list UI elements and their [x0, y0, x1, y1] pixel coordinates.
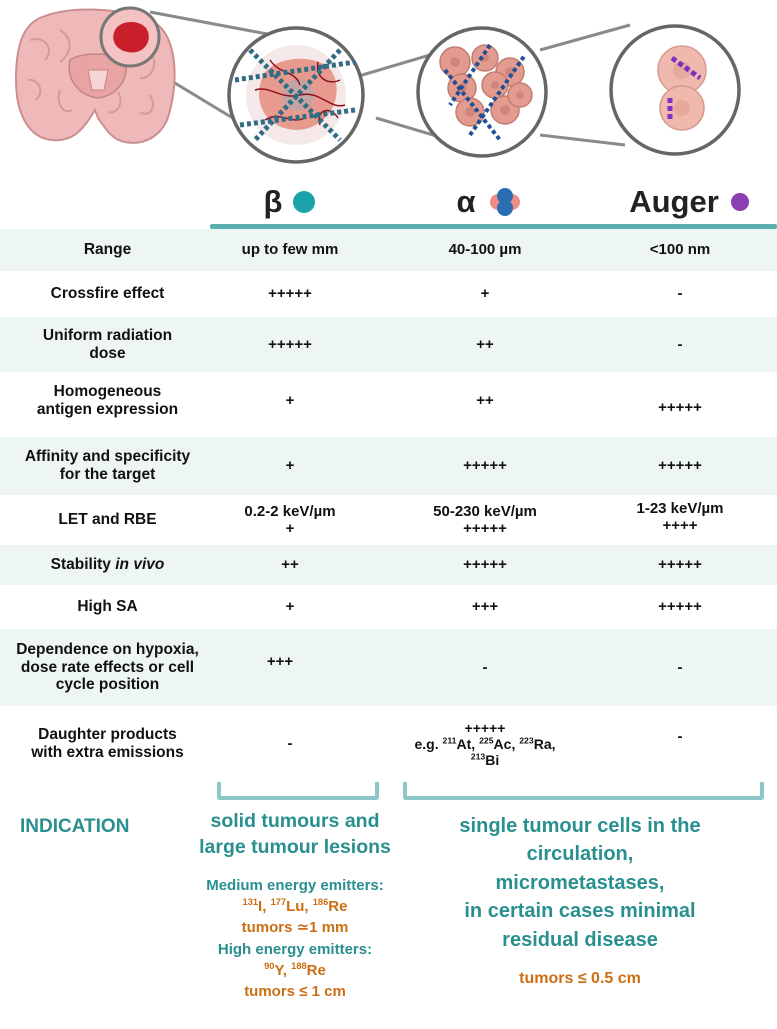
auger-value: <100 nm	[649, 241, 711, 259]
beta-label: β	[263, 184, 283, 219]
table-row	[0, 710, 777, 778]
alpha-label: α	[456, 184, 476, 219]
tumour-auger-icon	[611, 26, 739, 154]
beta-value: +++++	[268, 285, 312, 303]
row-label: Crossfire effect	[50, 284, 165, 302]
table-row	[0, 545, 777, 585]
row-label: Affinity and specificity for the target	[24, 448, 191, 483]
alpha-value: ++	[476, 392, 494, 410]
table-row	[0, 585, 777, 629]
auger-value: +++++	[658, 598, 702, 616]
auger-value: -	[677, 335, 683, 353]
auger-value: +++++	[658, 457, 702, 475]
alpha-value: ++	[476, 335, 494, 353]
beta-value: up to few mm	[241, 241, 339, 259]
alpha-value: +++++ e.g. $^{211}$At, $^{225}$Ac, $^{223}$Ra, $^{213}$Bi	[414, 719, 556, 769]
auger-value: -	[677, 658, 683, 676]
table-row	[0, 271, 777, 317]
alpha-value: 50-230 keV/µm +++++	[433, 502, 537, 537]
beta-value: +	[285, 598, 295, 616]
auger-value: 1-23 keV/µm ++++	[636, 499, 724, 534]
beta-value: +++++	[268, 335, 312, 353]
row-label: Dependence on hypoxia, dose rate effects or cell cycle position	[16, 640, 199, 694]
alpha-value: +++++	[463, 556, 507, 574]
auger-label: Auger	[629, 184, 719, 219]
row-label: Uniform radiation dose	[42, 326, 173, 362]
auger-value: +++++	[658, 556, 702, 574]
column-header-beta	[230, 180, 350, 224]
row-label: Daughter products with extra emissions	[31, 726, 184, 761]
indication-title: INDICATION	[20, 816, 130, 837]
auger-value: -	[677, 728, 683, 746]
alpha-particle-icon	[486, 188, 524, 216]
row-label: Homogeneous antigen expression	[36, 383, 179, 418]
auger-value: -	[677, 285, 683, 303]
indication-beta: solid tumours and large tumour lesions Medium energy emitters: $^{131}$I, $^{177}$Lu, $^{186}$Re tumors ≃1 mm High energy emitters: $^{90}$Y, $^{188}$Re tumors ≤ 1 cm	[199, 810, 391, 1001]
row-label: Range	[83, 240, 132, 258]
alpha-value: +	[480, 285, 490, 303]
alpha-value: -	[482, 658, 488, 676]
beta-value: -	[287, 735, 293, 753]
tumour-alpha-icon	[418, 28, 546, 156]
auger-value: +++++	[658, 399, 702, 417]
illustration	[0, 0, 777, 175]
alpha-value: +++	[471, 598, 499, 616]
beta-value: +	[285, 392, 295, 410]
beta-value: 0.2-2 keV/µm +	[244, 502, 336, 537]
beta-value: +++	[266, 652, 294, 670]
beta-particle-icon	[292, 190, 316, 214]
indication-alpha-auger: single tumour cells in the circulation, micrometastases, in certain cases minimal residual disease tumors ≤ 0.5 cm	[459, 815, 701, 987]
bracket-alpha-auger	[403, 782, 764, 800]
table-row	[0, 229, 777, 271]
table-row	[0, 372, 777, 430]
row-label: LET and RBE	[58, 510, 157, 528]
table-row	[0, 629, 777, 706]
alpha-value: 40-100 µm	[448, 241, 522, 259]
row-label: Stability in vivo	[50, 555, 165, 573]
beta-value: +	[285, 457, 295, 475]
table-row	[0, 317, 777, 372]
column-header-auger	[620, 180, 760, 224]
column-header-alpha	[430, 180, 550, 224]
alpha-value: +++++	[463, 457, 507, 475]
row-label: High SA	[77, 597, 138, 615]
bracket-beta	[217, 782, 379, 800]
auger-electron-icon	[729, 191, 751, 213]
tumour-beta-icon	[229, 28, 363, 162]
table-row	[0, 495, 777, 545]
beta-value: ++	[281, 556, 299, 574]
table-row	[0, 437, 777, 495]
